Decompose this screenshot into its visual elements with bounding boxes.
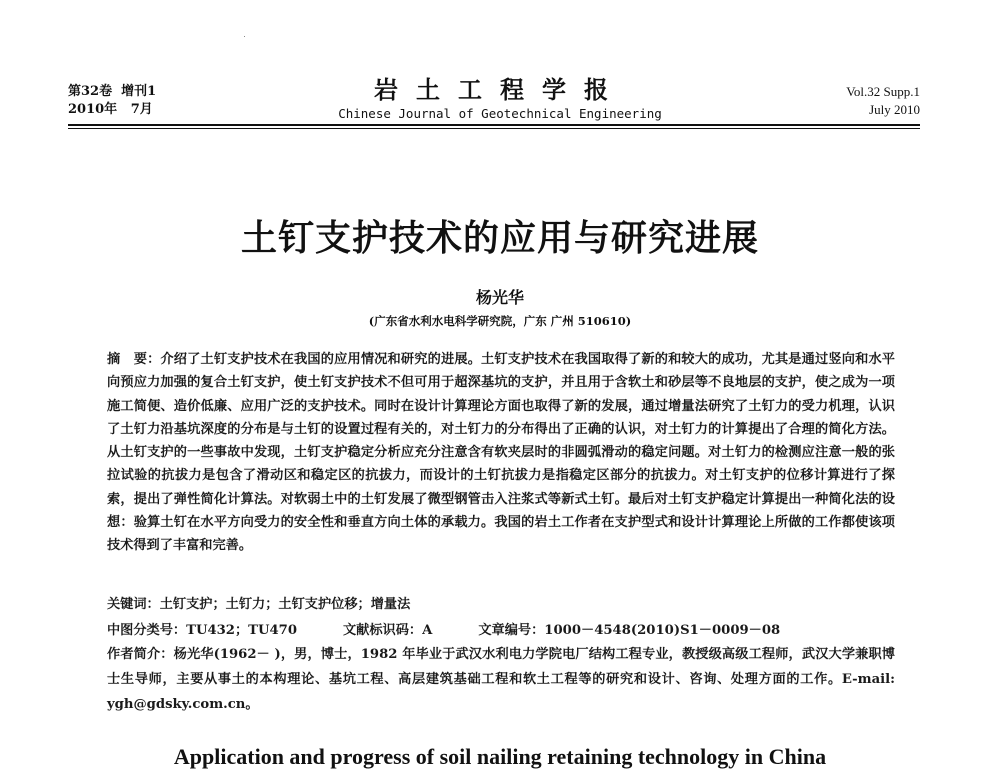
keywords-label: 关键词：	[107, 597, 160, 612]
english-title: Application and progress of soil nailing retaining technology in China	[173, 744, 827, 769]
journal-name-en: Chinese Journal of Geotechnical Engineering	[338, 106, 662, 121]
bio-text: 杨光华(1962－ )，男，博士，1982 年毕业于武汉水利电力学院电厂结构工程专业，教授级高级工程师，武汉大学兼职博士生导师，主要从事土的本构理论、基坑工程、高层建筑基础工程和软土工程等的研究和设计、咨询、处理方面的工作。E-mail: ygh@gdsky.com.cn。	[107, 647, 895, 712]
scan-speck	[244, 36, 245, 37]
header-volume-info	[68, 83, 156, 119]
header-vol-en	[846, 83, 920, 119]
author-affiliation: (广东省水利水电科学研究院，广东 广州 510610)	[368, 314, 632, 328]
author-bio	[107, 642, 895, 717]
article-no-label: 文章编号：	[478, 623, 545, 638]
volume-issue: 第32卷 增刊1	[68, 84, 157, 99]
clc-label: 中图分类号：	[107, 623, 187, 638]
year-month: 2010年 7月	[68, 102, 153, 117]
doc-code-value: A	[422, 623, 433, 638]
header-rule-thick	[68, 124, 920, 126]
clc-value: TU432；TU470	[186, 623, 297, 638]
article-no-value: 1000－4548(2010)S1－0009－08	[544, 623, 781, 638]
keywords	[107, 593, 895, 616]
paper-title: 土钉支护技术的应用与研究进展	[240, 218, 759, 259]
journal-name-cn: 岩土工程学报	[374, 75, 626, 104]
header-rule-thin	[68, 128, 920, 129]
journal-masthead	[250, 76, 750, 121]
doc-code-label: 文献标识码：	[343, 623, 423, 638]
paper-author: 杨光华	[475, 288, 524, 307]
classification-line	[107, 619, 895, 642]
abstract-label: 摘 要：	[107, 352, 161, 367]
vol-supp: Vol.32 Supp.1	[846, 84, 920, 99]
keywords-text: 土钉支护；土钉力；土钉支护位移；增量法	[159, 597, 411, 612]
abstract-text: 介绍了土钉支护技术在我国的应用情况和研究的进展。土钉支护技术在我国取得了新的和较大的成功，尤其是通过竖向和水平向预应力加强的复合土钉支护，使土钉支护技术不但可用于超深基坑的支护，并且用于含软土和砂层等不良地层的支护，使之成为一项施工简便、造价低廉、应用广泛的支护技术。同时在设计计算理论方面也取得了新的发展，通过增量法研究了土钉力的受力机理，认识了土钉力沿基坑深度的分布是与土钉的设置过程有关的，对土钉力的分布得出了正确的认识，对土钉力的计算提出了合理的简化方法。从土钉支护的一些事故中发现，土钉支护稳定分析应充分注意含有软夹层时的非圆弧滑动的稳定问题。对土钉力的检测应注意一般的张拉试验的抗拔力是包含了滑动区和稳定区的抗拔力，而设计的土钉抗拔力是指稳定区部分的抗拔力。对土钉支护的位移计算进行了探索，提出了弹性简化计算法。对软弱土中的土钉发展了微型钢管击入注浆式等新式土钉。最后对土钉支护稳定计算提出一种简化法的设想：验算土钉在水平方向受力的安全性和垂直方向土体的承载力。我国的岩土工作者在支护型式和设计计算理论上所做的工作都使该项技术得到了丰富和完善。	[107, 352, 895, 554]
date-en: July 2010	[869, 102, 920, 117]
abstract	[107, 348, 895, 558]
bio-label: 作者简介：	[107, 647, 174, 662]
